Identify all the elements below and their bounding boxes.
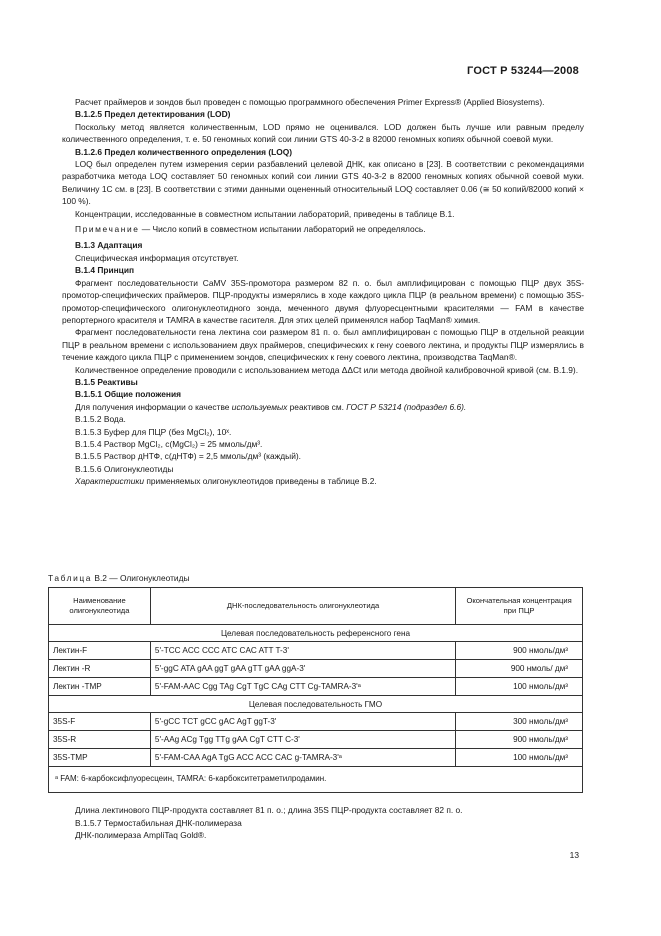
oligonucleotides-table bbox=[48, 587, 583, 793]
table-cell: 5'-FAM-AAC Cgg TAg CgT TgC CAg CTT Cg-TAMRA-3'ᵃ bbox=[150, 678, 455, 696]
group-label: Целевая последовательность ГМО bbox=[49, 696, 583, 713]
paragraph: Концентрации, исследованные в совместном испытании лабораторий, приведены в таблице В.1. bbox=[75, 208, 455, 219]
paragraph: Поскольку метод является количественным, LOD прямо не оценивался. LOD должен быть лучше или равным пределу количественного определения, т. е. 50 геномных копий сои линии GTS 40-3-2 в 82000 геномных копиях обычной соевой муки. bbox=[62, 121, 584, 145]
table-cell: 100 нмоль/дм³ bbox=[456, 749, 583, 767]
section-heading: В.1.4 Принцип bbox=[75, 265, 135, 276]
table-cell: 5'-FAM-CAA AgA TgG ACC ACC CAC g-TAMRA-3'ᵃ bbox=[150, 749, 455, 767]
paragraph: Специфическая информация отсутствует. bbox=[75, 252, 239, 263]
note bbox=[62, 223, 584, 235]
table-footnote-row bbox=[49, 767, 583, 793]
paragraph bbox=[62, 401, 584, 413]
reagent-item: В.1.5.4 Раствор MgCl₂, c(MgCl₂) = 25 ммоль/дм³. bbox=[75, 438, 263, 449]
group-row bbox=[49, 625, 583, 642]
table-cell: 300 нмоль/дм³ bbox=[456, 713, 583, 731]
table-cell: 100 нмоль/дм³ bbox=[456, 678, 583, 696]
section-heading: В.1.5 Реактивы bbox=[75, 376, 138, 387]
section-heading: В.1.2.6 Предел количественного определения (LOQ) bbox=[75, 146, 293, 157]
reagent-item: В.1.5.2 Вода. bbox=[75, 414, 126, 425]
standard-number: ГОСТ Р 53244—2008 bbox=[467, 65, 579, 77]
section-heading: В.1.5.1 Общие положения bbox=[75, 389, 181, 400]
column-header: Наименование олигонуклеотида bbox=[49, 588, 151, 625]
column-header: Окончательная концентрация при ПЦР bbox=[456, 588, 583, 625]
table-row bbox=[49, 678, 583, 696]
table-row bbox=[49, 713, 583, 731]
section-heading: В.1.3 Адаптация bbox=[75, 240, 143, 251]
note-label: Примечание bbox=[75, 224, 140, 235]
reagent-item: В.1.5.6 Олигонуклеотиды bbox=[75, 463, 174, 474]
table-caption-label: Таблица bbox=[48, 573, 93, 583]
main-text bbox=[62, 96, 584, 488]
text-run: Для получения информации о качестве bbox=[75, 401, 232, 412]
paragraph: LOQ был определен путем измерения серии разбавлений целевой ДНК, как описано в [23]. В соответствии с рекомендациями разработчика метода LOQ составляет 50 геномных копий сои линии GTS 40-3-2 в 82000 геномных копиях обычной соевой муки. Величину 1С см. в [23]. В соответствии с этими данными оцененный относительный LOQ составляет 0.06 (≅ 50 копий/82000 копий × 100 %). bbox=[62, 159, 584, 207]
table-cell: 5'-gCC TCT gCC gAC AgT ggT-3' bbox=[150, 713, 455, 731]
table-cell: 35S-R bbox=[49, 731, 151, 749]
section-heading: В.1.2.5 Предел детектирования (LOD) bbox=[75, 109, 231, 120]
table-cell: Лектин-F bbox=[49, 642, 151, 660]
table-footnote: ᵃ FAM: 6-карбоксифлуоресцеин, TAMRA: 6-карбокситетраметилродамин. bbox=[49, 767, 583, 793]
section-heading: В.1.5.7 Термостабильная ДНК-полимераза bbox=[75, 817, 242, 828]
post-table-text bbox=[62, 804, 584, 842]
table-caption-text: В.2 — Олигонуклеотиды bbox=[92, 573, 190, 583]
note-text: — Число копий в совместном испытании лабораторий не определялось. bbox=[139, 224, 426, 235]
group-row bbox=[49, 696, 583, 713]
text-run: применяемых олигонуклеотидов приведены в таблице В.2. bbox=[144, 476, 377, 487]
table-cell: Лектин -TMP bbox=[49, 678, 151, 696]
paragraph: Количественное определение проводили с использованием метода ΔΔCt или метода двойной калибровочной кривой (см. В.1.9). bbox=[75, 364, 579, 375]
table-row bbox=[49, 731, 583, 749]
reagent-item: В.1.5.5 Раствор дНТФ, c(дНТФ) = 2,5 ммоль/дм³ (каждый). bbox=[75, 451, 301, 462]
paragraph: Расчет праймеров и зондов был проведен с помощью программного обеспечения Primer Express® (Applied Biosystems). bbox=[75, 97, 545, 107]
table-cell: 5'-ggC ATA gAA ggT gAA gTT gAA ggA-3' bbox=[150, 660, 455, 678]
paragraph bbox=[62, 475, 584, 487]
text-run: реактивов см. bbox=[287, 401, 347, 412]
table-row bbox=[49, 642, 583, 660]
paragraph: Фрагмент последовательности CaMV 35S-промотора размером 82 п. о. был амплифицирован с помощью ПЦР двух 35S-промотор-специфических праймеров. ПЦР-продукты измерялись в ходе каждого цикла ПЦР (в реальном времени) с помощью 35S-промотор-специфического олигонуклеотидного зонда, меченного двумя флуоресцентными красителями — FAM в качестве репортерного красителя и TAMRA в качестве гасителя. Для этих целей применялся набор TaqMan® химия. bbox=[62, 277, 584, 325]
standard-reference: ГОСТ Р 53214 (подраздел 6.6). bbox=[346, 401, 467, 412]
table-row bbox=[49, 749, 583, 767]
table-header-row bbox=[49, 588, 583, 625]
paragraph: Длина лектинового ПЦР-продукта составляет 81 п. о.; длина 35S ПЦР-продукта составляет 82 п. о. bbox=[75, 805, 463, 815]
table-cell: 900 нмоль/дм³ bbox=[456, 731, 583, 749]
paragraph: ДНК-полимераза AmpliTaq Gold®. bbox=[75, 830, 207, 841]
page-number: 13 bbox=[569, 850, 579, 860]
column-header: ДНК-последовательность олигонуклеотида bbox=[150, 588, 455, 625]
table-caption bbox=[48, 573, 190, 583]
paragraph: Фрагмент последовательности гена лектина сои размером 81 п. о. был амплифицирован с помощью ПЦР в отдельной реакции ПЦР в реальном времени с использованием двух праймеров, специфических к гену соевого лектина, и продукты ПЦР измерялись в течение каждого цикла ПЦР с применением зондов, специфических к гену соевого лектина, производства TaqMan®. bbox=[62, 327, 584, 363]
table-cell: 5'-TCC ACC CCC ATC CAC ATT T-3' bbox=[150, 642, 455, 660]
table-cell: 35S-F bbox=[49, 713, 151, 731]
table-row bbox=[49, 660, 583, 678]
table-cell: 900 нмоль/ дм³ bbox=[456, 660, 583, 678]
table-cell: 5'-AAg ACg Tgg TTg gAA CgT CTT C-3' bbox=[150, 731, 455, 749]
table-cell: Лектин -R bbox=[49, 660, 151, 678]
reagent-item: В.1.5.3 Буфер для ПЦР (без MgCl₂), 10ˣ. bbox=[75, 426, 232, 437]
table-cell: 900 нмоль/дм³ bbox=[456, 642, 583, 660]
text-run: используемых bbox=[231, 401, 288, 412]
table-cell: 35S-TMP bbox=[49, 749, 151, 767]
text-run: Характеристики bbox=[75, 476, 144, 487]
group-label: Целевая последовательность референсного гена bbox=[49, 625, 583, 642]
